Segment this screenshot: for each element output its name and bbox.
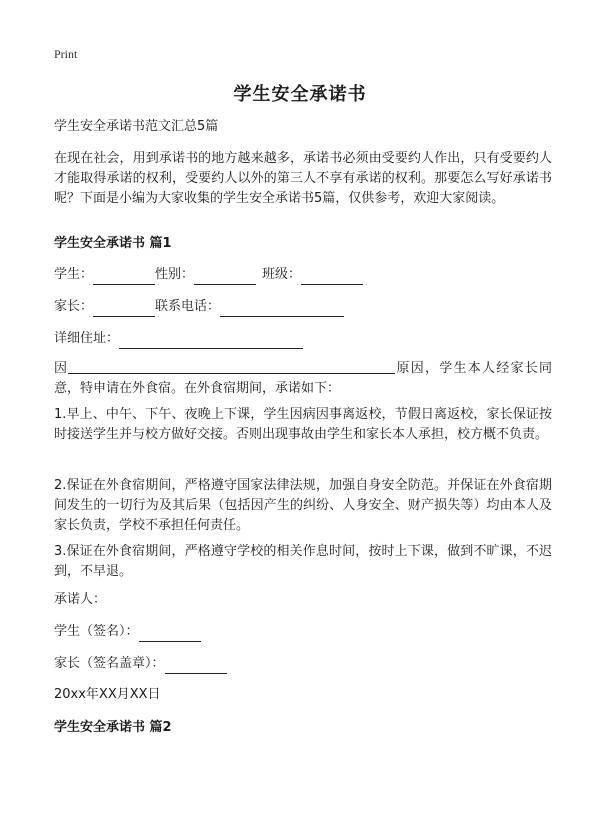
class-label: 班级： xyxy=(262,267,302,282)
promisor-label: 承诺人： xyxy=(54,592,107,607)
address-blank[interactable] xyxy=(119,334,303,349)
page-title: 学生安全承诺书 xyxy=(233,84,367,105)
because-suffix: 原因，学生本人经家长同意，特申请在外食宿。在外食宿期间，承诺如下： xyxy=(54,361,552,396)
because-prefix: 因 xyxy=(54,361,69,376)
section-heading-1: 学生安全承诺书 篇1 xyxy=(54,236,172,251)
gender-label: 性别： xyxy=(155,267,195,282)
student-label: 学生： xyxy=(54,267,94,282)
student-sign-row xyxy=(54,622,201,642)
parent-name-blank[interactable] xyxy=(93,302,155,317)
student-name-blank[interactable] xyxy=(93,270,155,285)
parent-sign-row xyxy=(54,654,227,674)
date-line: 20xx年XX月XX日 xyxy=(54,687,161,702)
commitment-item-2: 2.保证在外食宿期间，严格遵守国家法律法规，加强自身安全防范。并保证在外食宿期间发生的一切行为及其后果（包括因产生的纠纷、人身安全、财产损失等）均由本人及家长负责，学校不承担任何责任。 xyxy=(54,478,552,533)
student-sign-blank[interactable] xyxy=(139,627,201,642)
reason-paragraph xyxy=(54,359,552,399)
commitment-item-3: 3.保证在外食宿期间，严格遵守学校的相关作息时间，按时上下课，做到不旷课，不迟到，不早退。 xyxy=(54,544,552,579)
parent-sign-blank[interactable] xyxy=(165,659,227,674)
phone-label: 联系电话： xyxy=(155,299,221,314)
phone-blank[interactable] xyxy=(220,302,344,317)
parent-info-row xyxy=(54,297,344,317)
document-subtitle: 学生安全承诺书范文汇总5篇 xyxy=(54,119,219,134)
student-info-row xyxy=(54,265,363,285)
print-label[interactable]: Print xyxy=(54,47,78,61)
section-heading-2: 学生安全承诺书 篇2 xyxy=(54,720,172,735)
address-label: 详细住址： xyxy=(54,331,120,346)
parent-sign-label: 家长（签名盖章）： xyxy=(54,656,165,671)
parent-label: 家长： xyxy=(54,299,94,314)
student-sign-label: 学生（签名）： xyxy=(54,624,139,639)
address-row xyxy=(54,329,303,349)
intro-paragraph: 在现在社会，用到承诺书的地方越来越多，承诺书必须由受要约人作出，只有受要约人才能取得承诺的权利，受要约人以外的第三人不享有承诺的权利。那要怎么写好承诺书呢？下面是小编为大家收集的学生安全承诺书5篇，仅供参考，欢迎大家阅读。 xyxy=(54,151,552,206)
gender-blank[interactable] xyxy=(194,270,256,285)
reason-blank[interactable] xyxy=(68,359,395,374)
commitment-item-1: 1.早上、中午、下午、夜晚上下课，学生因病因事离返校，节假日离返校，家长保证按时接送学生并与校方做好交接。否则出现事故由学生和家长本人承担，校方概不负责。 xyxy=(54,407,552,442)
class-blank[interactable] xyxy=(301,270,363,285)
